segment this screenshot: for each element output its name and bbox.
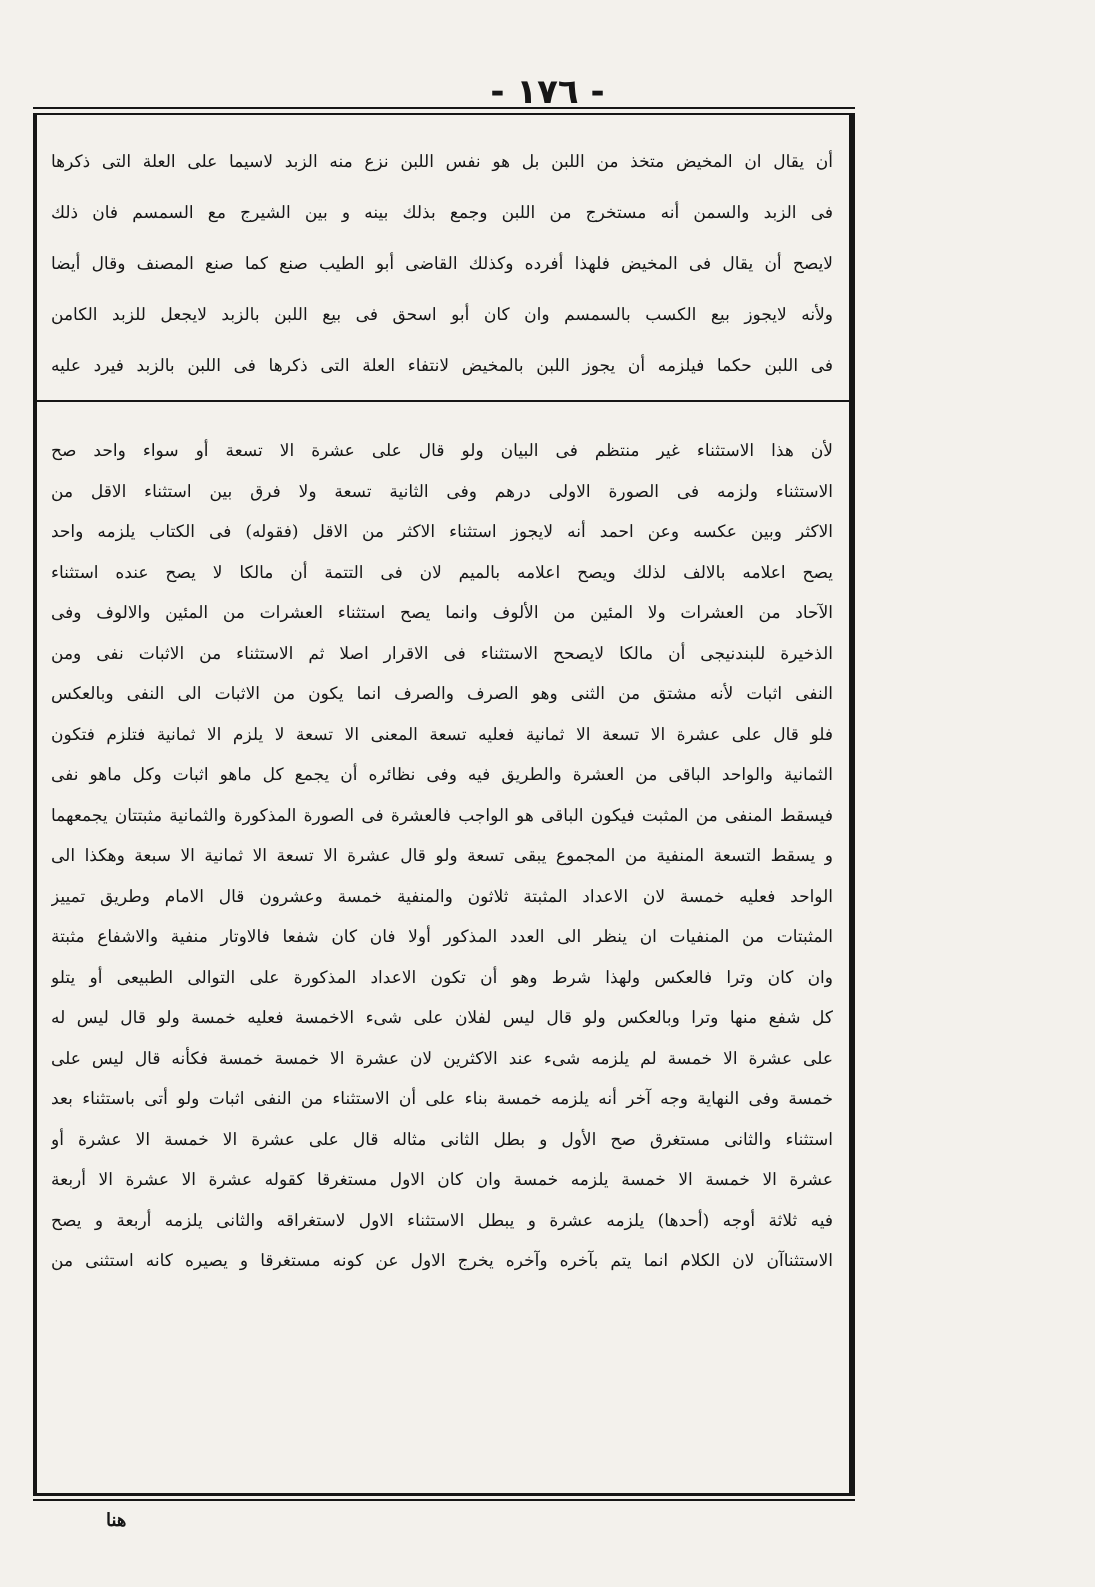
text-line: كل شفع منها وترا وبالعكس ولو قال ليس لفلان على شىء الاخمسة فعليه خمسة ولو قال ليس له (51, 1008, 833, 1028)
text-line: النفى اثبات لأنه مشتق من الثنى وهو الصرف والصرف انما يكون من الاثبات الى النفى وبالعكس (51, 684, 833, 704)
text-line: يصح اعلامه بالالف لذلك ويصح اعلامه بالميم لان فى التتمة أن مالكا لا يصح عنده استثناء (51, 562, 833, 583)
text-line: الثمانية والواحد الباقى من العشرة والطريق فيه وفى نظائره أن يجمع كل ماهو اثبات وكل ماهو نفى (51, 765, 833, 785)
text-line: على عشرة الا خمسة لم يلزمه شىء عند الاكثرين لان عشرة الا خمسة خمسة فكأنه قال ليس على (51, 1048, 833, 1069)
text-line: المثبتات من المنفيات ان ينظر الى العدد المذكور أولا فان كان شفعا فالاوتار منفية والاشفاع مثبتة (51, 927, 833, 947)
text-line: الآحاد من العشرات ولا المئين من الألوف وانما يصح استثناء العشرات من المئين والالوف وفى (51, 603, 833, 623)
text-line: وان كان وترا فالعكس ولهذا شرط وهو أن تكون الاعداد المذكورة على التوالى الطبيعى أو يتلو (51, 967, 833, 988)
text-line: لأن هذا الاستثناء غير منتظم فى البيان ولو قال على عشرة الا تسعة أو سواء واحد صح (51, 441, 833, 461)
upper-text-block (51, 137, 833, 392)
text-line: فيه ثلاثة أوجه (أحدها) يلزمه عشرة و يبطل الاستثناء الاول لاستغراقه والثانى يلزمه أربعة و يصح (51, 1210, 833, 1231)
text-line: فى الزبد والسمن أنه مستخرج من اللبن وجمع بذلك بينه و بين الشيرج مع السمسم فان ذلك (51, 203, 833, 223)
text-line: فلو قال على عشرة الا تسعة الا ثمانية فعليه تسعة المعنى الا تسعة لا يلزم الا ثمانية فتلزم فتكون (51, 724, 833, 745)
text-line: فيسقط المنفى من المثبت فيكون الباقى هو الواجب فالعشرة فى الصورة المذكورة والثمانية مثبتتان يجمعهما (51, 805, 833, 826)
text-line: فى اللبن حكما فيلزمه أن يجوز اللبن بالمخيض لانتفاء العلة التى ذكرها فى اللبن بالزبد فيرد عليه (51, 356, 833, 376)
commentary-text-block (51, 431, 833, 1282)
text-line: و يسقط التسعة المنفية من المجموع يبقى تسعة ولو قال عشرة الا تسعة الا ثمانية الا سبعة وهكذا الى (51, 846, 833, 866)
text-line: لايصح أن يقال فى المخيض فلهذا أفرده وكذلك القاضى أبو الطيب صنع كما صنع المصنف وقال أيضا (51, 254, 833, 274)
text-line: أن يقال ان المخيض متخذ من اللبن بل هو نفس اللبن نزع منه الزبد لاسيما على العلة التى ذكرها (51, 152, 833, 172)
text-line: خمسة وفى النهاية وجه آخر أنه يلزمه خمسة بناء على أن الاستثناء من النفى اثبات ولو أتى باستثناء بعد (51, 1089, 833, 1109)
text-line: الذخيرة للبندنيجى أن مالكا لايصحح الاستثناء فى الاقرار اصلا ثم الاستثناء من الاثبات نفى ومن (51, 643, 833, 664)
text-line: الاستثناآن لان الكلام انما يتم بآخره وآخره يخرج الاول عن كونه مستغرقا و يصيره كانه استثنى من (51, 1251, 833, 1271)
page-number: - ١٧٦ - (490, 72, 605, 112)
text-line: عشرة الا خمسة الا خمسة يلزمه خمسة وان كان الاول مستغرقا كقوله عشرة الا عشرة الا أربعة (51, 1170, 833, 1190)
text-line: الواحد فعليه خمسة لان الاعداد المثبتة ثلاثون والمنفية خمسة وعشرون قال الامام وطريق تمييز (51, 886, 833, 907)
catchword: هنا (106, 1510, 127, 1531)
text-line: الاستثناء ولزمه فى الصورة الاولى درهم وفى الثانية تسعة ولا فرق بين استثناء الاقل من (51, 481, 833, 502)
text-line: ولأنه لايجوز بيع الكسب بالسمسم وان كان أبو اسحق فى بيع اللبن بالزبد لايجعل للزبد الكامن (51, 305, 833, 325)
text-line: الاكثر وبين عكسه وعن احمد أنه لايجوز استثناء الاكثر من الاقل (فقوله) فى الكتاب يلزمه واحد (51, 522, 833, 542)
section-divider (37, 400, 849, 402)
page-frame (33, 113, 855, 1496)
text-line: استثناء والثانى مستغرق صح الأول و بطل الثانى مثاله قال على عشرة الا خمسة الا عشرة أو (51, 1129, 833, 1150)
